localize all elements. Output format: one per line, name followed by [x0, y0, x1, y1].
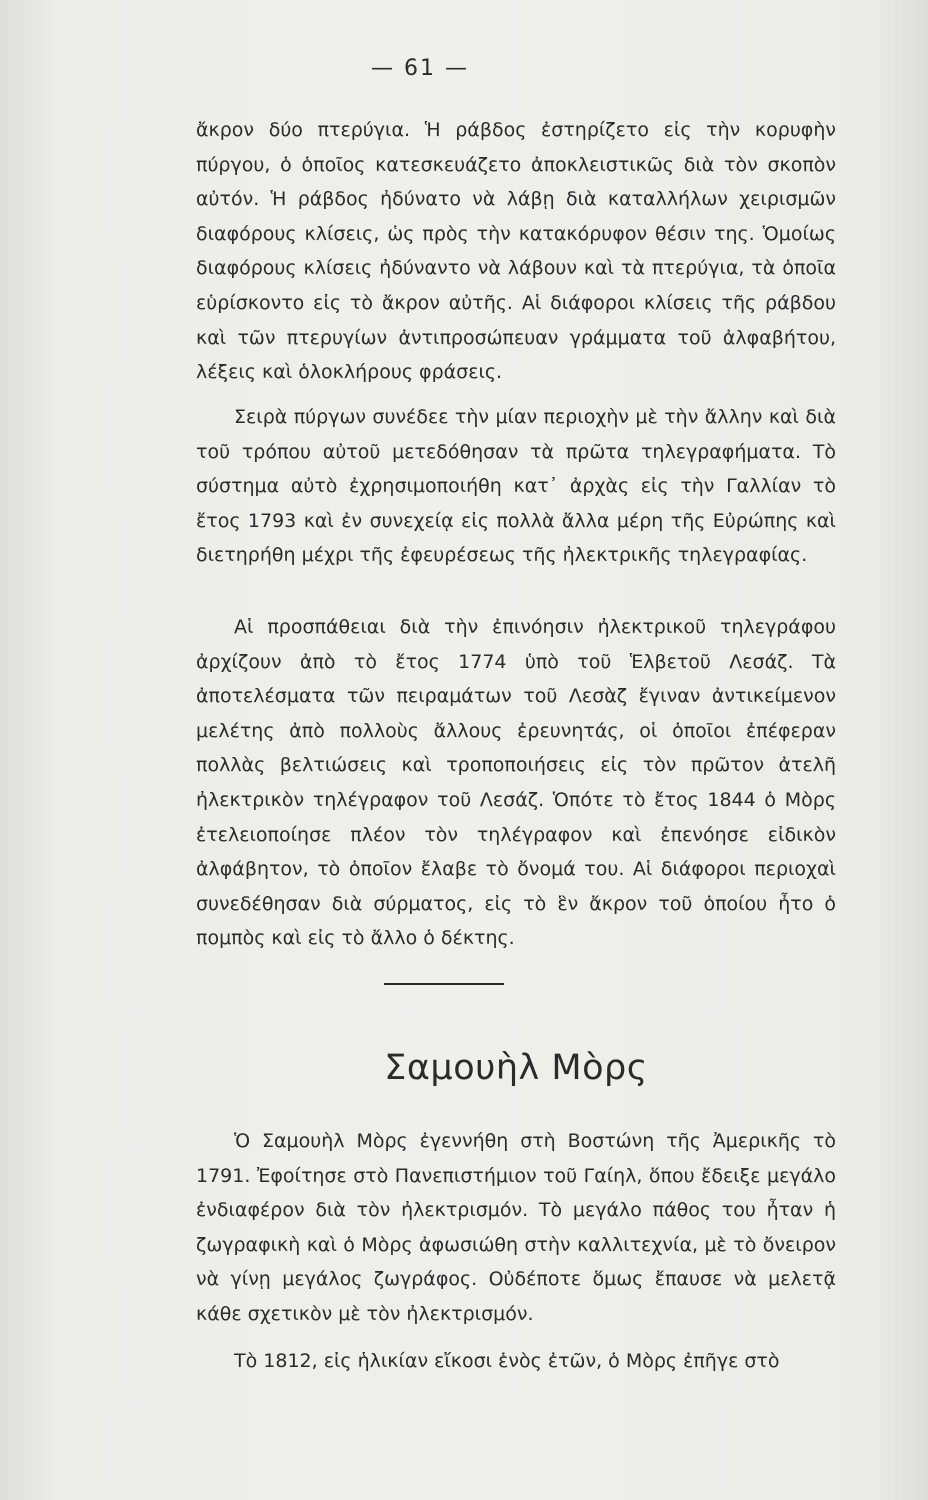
- paragraph-block: [196, 113, 836, 390]
- paragraph-continues: Τὸ 1812, εἰς ἡλικίαν εἴκοσι ἑνὸς ἐτῶν, ὁ Μὸρς ἐπῆγε στὸ: [234, 1350, 780, 1372]
- paragraph: Σειρὰ πύργων συνέδεε τὴν μίαν περιοχὴν μὲ τὴν ἄλλην καὶ διὰ τοῦ τρόπου αὐτοῦ μετεδόθησαν τὰ πρῶτα τηλεγραφήματα. Τὸ σύστημα αὐτὸ ἐχρησιμοποιήθη κατ᾽ ἀρχὰς εἰς τὴν Γαλλίαν τὸ ἔτος 1793 καὶ ἐν συνεχείᾳ εἰς πολλὰ ἄλλα μέρη τῆς Εὐρώπης καὶ διετηρήθη μέχρι τῆς ἐφευρέσεως τῆς ἠλεκτρικῆς τηλεγραφίας.: [196, 406, 836, 567]
- paragraph-block: [196, 1344, 836, 1379]
- paragraph-block: [196, 610, 836, 956]
- section-heading: Σαμουὴλ Μὸρς: [384, 1048, 648, 1088]
- paragraph: Αἱ προσπάθειαι διὰ τὴν ἐπινόησιν ἠλεκτρικοῦ τηλεγράφου ἀρχίζουν ἀπὸ τὸ ἔτος 1774 ὑπὸ τοῦ Ἑλβετοῦ Λεσάζ. Τὰ ἀποτελέσματα τῶν πειραμάτων τοῦ Λεσὰζ ἔγιναν ἀντικείμενον μελέτης ἀπὸ πολλοὺς ἄλλους ἐρευνητάς, οἱ ὁποῖοι ἐπέφεραν πολλὰς βελτιώσεις καὶ τροποποιήσεις εἰς τὸν πρῶτον ἀτελῆ ἠλεκτρικὸν τηλέγραφον τοῦ Λεσάζ. Ὁπότε τὸ ἔτος 1844 ὁ Μὸρς ἐτελειοποίησε πλέον τὸν τηλέγραφον καὶ ἐπενόησε εἰδικὸν ἀλφάβητον, τὸ ὁποῖον ἔλαβε τὸ ὄνομά του. Αἱ διάφοροι περιοχαὶ συνεδέθησαν διὰ σύρματος, εἰς τὸ ἓν ἄκρον τοῦ ὁποίου ἦτο ὁ πομπὸς καὶ εἰς τὸ ἄλλο ὁ δέκτης.: [196, 616, 836, 950]
- paragraph: Ὁ Σαμουὴλ Μὸρς ἐγεννήθη στὴ Βοστώνη τῆς Ἀμερικῆς τὸ 1791. Ἐφοίτησε στὸ Πανεπιστήμιον τοῦ Γαίηλ, ὅπου ἔδειξε μεγάλο ἐνδιαφέρον διὰ τὸν ἠλεκτρισμόν. Τὸ μεγάλο πάθος του ἦταν ἡ ζωγραφικὴ καὶ ὁ Μὸρς ἀφωσιώθη στὴν καλλιτεχνία, μὲ τὸ ὄνειρον νὰ γίνῃ μεγάλος ζωγράφος. Οὐδέποτε ὅμως ἔπαυσε νὰ μελετᾷ κάθε σχετικὸν μὲ τὸν ἠλεκτρισμόν.: [196, 1130, 836, 1325]
- paragraph-continued: ἄκρον δύο πτερύγια. Ἡ ράβδος ἐστηρίζετο εἰς τὴν κορυφὴν πύργου, ὁ ὁποῖος κατεσκευάζετο ἀποκλειστικῶς διὰ τὸν σκοπὸν αὐτόν. Ἡ ράβδος ἠδύνατο νὰ λάβῃ διὰ καταλλήλων χειρισμῶν διαφόρους κλίσεις, ὡς πρὸς τὴν κατακόρυφον θέσιν της. Ὁμοίως διαφόρους κλίσεις ἠδύναντο νὰ λάβουν καὶ τὰ πτερύγια, τὰ ὁποῖα εὑρίσκοντο εἰς τὸ ἄκρον αὐτῆς. Αἱ διάφοροι κλίσεις τῆς ράβδου καὶ τῶν πτερυγίων ἀντιπροσώπευαν γράμματα τοῦ ἀλφαβήτου, λέξεις καὶ ὁλοκλήρους φράσεις.: [196, 119, 836, 384]
- paragraph-block: [196, 1124, 836, 1332]
- paragraph-block: [196, 400, 836, 573]
- section-divider: [384, 983, 504, 985]
- page-number: — 61 —: [371, 56, 469, 81]
